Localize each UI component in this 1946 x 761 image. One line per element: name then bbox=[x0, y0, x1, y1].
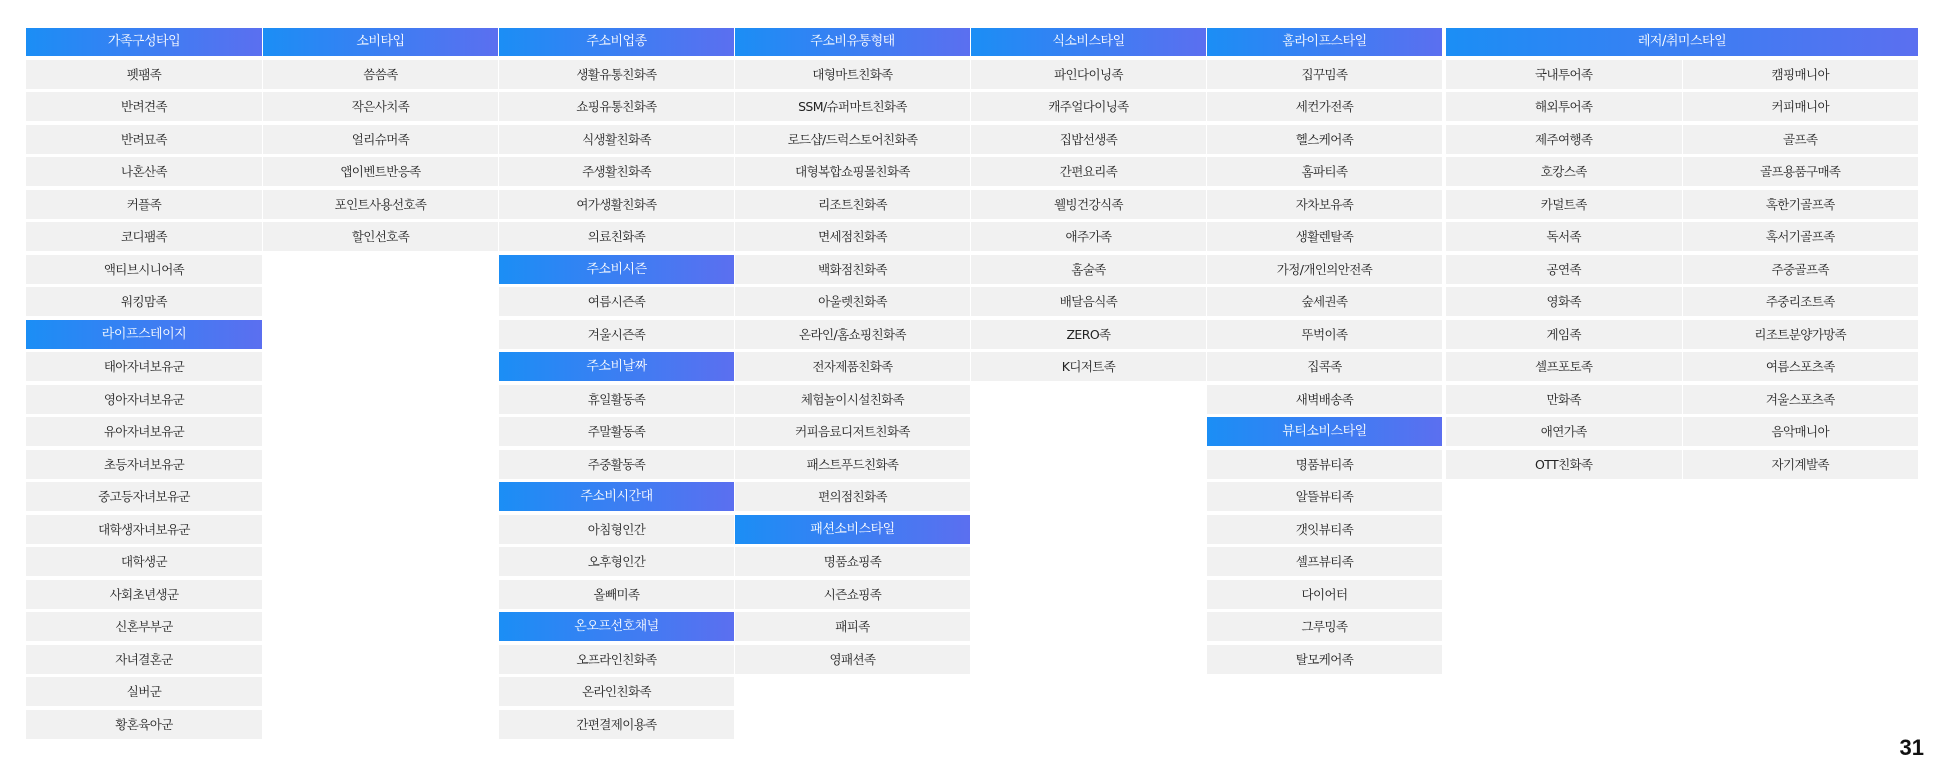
day-item: 휴일활동족 bbox=[499, 385, 734, 414]
distribution-item: 커피음료디저트친화족 bbox=[735, 417, 970, 446]
fashion-item: 영패션족 bbox=[735, 645, 970, 674]
header-main-day: 주소비날짜 bbox=[499, 352, 734, 381]
leisure-item: 제주여행족 bbox=[1446, 125, 1682, 154]
distribution-item: 패스트푸드친화족 bbox=[735, 450, 970, 479]
food-item: 홈술족 bbox=[971, 255, 1206, 284]
industry-item: 쇼핑유통친화족 bbox=[499, 92, 734, 121]
header-food: 식소비스타일 bbox=[971, 28, 1206, 56]
home-item: 세컨가전족 bbox=[1207, 92, 1442, 121]
leisure-item: 커피매니아 bbox=[1683, 92, 1919, 121]
distribution-item: 아울렛친화족 bbox=[735, 287, 970, 316]
column-industry bbox=[499, 28, 734, 739]
food-item: 간편요리족 bbox=[971, 157, 1206, 186]
food-item: 애주가족 bbox=[971, 222, 1206, 251]
leisure-grid bbox=[1446, 56, 1918, 479]
leisure-item: 여름스포츠족 bbox=[1683, 352, 1919, 381]
header-channel: 온오프선호채널 bbox=[499, 612, 734, 641]
family-item: 코디팸족 bbox=[26, 222, 262, 251]
life-stage-item: 대학생군 bbox=[26, 547, 262, 576]
industry-item: 여가생활친화족 bbox=[499, 190, 734, 219]
home-item: 홈파티족 bbox=[1207, 157, 1442, 186]
leisure-item: 애연가족 bbox=[1446, 417, 1682, 446]
leisure-item: 셀프포토족 bbox=[1446, 352, 1682, 381]
life-stage-item: 실버군 bbox=[26, 677, 262, 706]
leisure-item: 영화족 bbox=[1446, 287, 1682, 316]
leisure-item: 게임족 bbox=[1446, 320, 1682, 349]
header-life-stage: 라이프스테이지 bbox=[26, 320, 262, 349]
life-stage-item: 영아자녀보유군 bbox=[26, 385, 262, 414]
consumer-item: 작은사치족 bbox=[263, 92, 498, 121]
food-item: K디저트족 bbox=[971, 352, 1206, 381]
header-family-type: 가족구성타입 bbox=[26, 28, 262, 56]
distribution-item: 편의점친화족 bbox=[735, 482, 970, 511]
header-consumer-type: 소비타입 bbox=[263, 28, 498, 56]
header-beauty: 뷰티소비스타일 bbox=[1207, 417, 1442, 446]
home-item: 가정/개인의안전족 bbox=[1207, 255, 1442, 284]
beauty-item: 알뜰뷰티족 bbox=[1207, 482, 1442, 511]
column-consumer bbox=[263, 28, 498, 251]
channel-item: 오프라인친화족 bbox=[499, 645, 734, 674]
food-item: 웰빙건강식족 bbox=[971, 190, 1206, 219]
leisure-item: OTT친화족 bbox=[1446, 450, 1682, 479]
leisure-item: 주중리조트족 bbox=[1683, 287, 1919, 316]
family-item: 나혼산족 bbox=[26, 157, 262, 186]
family-item: 펫팸족 bbox=[26, 60, 262, 89]
distribution-item: SSM/슈퍼마트친화족 bbox=[735, 92, 970, 121]
leisure-item: 독서족 bbox=[1446, 222, 1682, 251]
consumer-item: 할인선호족 bbox=[263, 222, 498, 251]
consumer-item: 얼리슈머족 bbox=[263, 125, 498, 154]
consumer-item: 씀씀족 bbox=[263, 60, 498, 89]
day-item: 주중활동족 bbox=[499, 450, 734, 479]
day-item: 주말활동족 bbox=[499, 417, 734, 446]
food-item: ZERO족 bbox=[971, 320, 1206, 349]
fashion-item: 패피족 bbox=[735, 612, 970, 641]
header-main-time: 주소비시간대 bbox=[499, 482, 734, 511]
time-item: 오후형인간 bbox=[499, 547, 734, 576]
season-item: 여름시즌족 bbox=[499, 287, 734, 316]
leisure-item: 혹한기골프족 bbox=[1683, 190, 1919, 219]
column-leisure bbox=[1446, 28, 1918, 479]
home-item: 새벽배송족 bbox=[1207, 385, 1442, 414]
family-item: 액티브시니어족 bbox=[26, 255, 262, 284]
beauty-item: 그루밍족 bbox=[1207, 612, 1442, 641]
time-item: 올빼미족 bbox=[499, 580, 734, 609]
beauty-item: 명품뷰티족 bbox=[1207, 450, 1442, 479]
life-stage-item: 초등자녀보유군 bbox=[26, 450, 262, 479]
header-home: 홈라이프스타일 bbox=[1207, 28, 1442, 56]
leisure-item: 음악매니아 bbox=[1683, 417, 1919, 446]
food-item: 집밥선생족 bbox=[971, 125, 1206, 154]
distribution-item: 대형마트친화족 bbox=[735, 60, 970, 89]
leisure-item: 공연족 bbox=[1446, 255, 1682, 284]
distribution-item: 체험놀이시설친화족 bbox=[735, 385, 970, 414]
column-distribution bbox=[735, 28, 970, 674]
home-item: 뚜벅이족 bbox=[1207, 320, 1442, 349]
beauty-item: 다이어터 bbox=[1207, 580, 1442, 609]
life-stage-item: 대학생자녀보유군 bbox=[26, 515, 262, 544]
leisure-item: 국내투어족 bbox=[1446, 60, 1682, 89]
home-item: 생활렌탈족 bbox=[1207, 222, 1442, 251]
leisure-item: 호캉스족 bbox=[1446, 157, 1682, 186]
leisure-item: 골프족 bbox=[1683, 125, 1919, 154]
leisure-item: 자기계발족 bbox=[1683, 450, 1919, 479]
life-stage-item: 유아자녀보유군 bbox=[26, 417, 262, 446]
distribution-item: 백화점친화족 bbox=[735, 255, 970, 284]
food-item: 배달음식족 bbox=[971, 287, 1206, 316]
column-food bbox=[971, 28, 1206, 381]
distribution-item: 전자제품친화족 bbox=[735, 352, 970, 381]
leisure-item: 주중골프족 bbox=[1683, 255, 1919, 284]
leisure-item: 혹서기골프족 bbox=[1683, 222, 1919, 251]
distribution-item: 온라인/홈쇼핑친화족 bbox=[735, 320, 970, 349]
food-item: 파인다이닝족 bbox=[971, 60, 1206, 89]
home-item: 헬스케어족 bbox=[1207, 125, 1442, 154]
life-stage-item: 황혼육아군 bbox=[26, 710, 262, 739]
family-item: 반려묘족 bbox=[26, 125, 262, 154]
life-stage-item: 사회초년생군 bbox=[26, 580, 262, 609]
industry-item: 식생활친화족 bbox=[499, 125, 734, 154]
life-stage-item: 신혼부부군 bbox=[26, 612, 262, 641]
industry-item: 의료친화족 bbox=[499, 222, 734, 251]
header-distribution: 주소비유통형태 bbox=[735, 28, 970, 56]
beauty-item: 갯잇뷰티족 bbox=[1207, 515, 1442, 544]
header-leisure: 레저/취미스타일 bbox=[1446, 28, 1918, 56]
leisure-item: 캠핑매니아 bbox=[1683, 60, 1919, 89]
industry-item: 주생활친화족 bbox=[499, 157, 734, 186]
life-stage-item: 태아자녀보유군 bbox=[26, 352, 262, 381]
leisure-item: 골프용품구매족 bbox=[1683, 157, 1919, 186]
family-item: 커플족 bbox=[26, 190, 262, 219]
consumer-item: 포인트사용선호족 bbox=[263, 190, 498, 219]
page-number: 31 bbox=[1899, 735, 1924, 760]
leisure-item: 리조트분양가망족 bbox=[1683, 320, 1919, 349]
beauty-item: 셀프뷰티족 bbox=[1207, 547, 1442, 576]
life-stage-item: 중고등자녀보유군 bbox=[26, 482, 262, 511]
column-family bbox=[26, 28, 262, 739]
food-item: 캐주얼다이닝족 bbox=[971, 92, 1206, 121]
header-main-industry: 주소비업종 bbox=[499, 28, 734, 56]
header-fashion: 패션소비스타일 bbox=[735, 515, 970, 544]
leisure-item: 카덜트족 bbox=[1446, 190, 1682, 219]
home-item: 집꾸밈족 bbox=[1207, 60, 1442, 89]
life-stage-item: 자녀결혼군 bbox=[26, 645, 262, 674]
leisure-item: 해외투어족 bbox=[1446, 92, 1682, 121]
home-item: 숲세권족 bbox=[1207, 287, 1442, 316]
channel-item: 간편결제이용족 bbox=[499, 710, 734, 739]
distribution-item: 대형복합쇼핑몰친화족 bbox=[735, 157, 970, 186]
time-item: 아침형인간 bbox=[499, 515, 734, 544]
column-home bbox=[1207, 28, 1442, 674]
family-item: 워킹맘족 bbox=[26, 287, 262, 316]
family-item: 반려견족 bbox=[26, 92, 262, 121]
home-item: 자차보유족 bbox=[1207, 190, 1442, 219]
distribution-item: 로드샵/드럭스토어친화족 bbox=[735, 125, 970, 154]
season-item: 겨울시즌족 bbox=[499, 320, 734, 349]
leisure-item: 만화족 bbox=[1446, 385, 1682, 414]
beauty-item: 탈모케어족 bbox=[1207, 645, 1442, 674]
header-main-season: 주소비시즌 bbox=[499, 255, 734, 284]
distribution-item: 리조트친화족 bbox=[735, 190, 970, 219]
fashion-item: 명품쇼핑족 bbox=[735, 547, 970, 576]
distribution-item: 면세점친화족 bbox=[735, 222, 970, 251]
fashion-item: 시즌쇼핑족 bbox=[735, 580, 970, 609]
channel-item: 온라인친화족 bbox=[499, 677, 734, 706]
home-item: 집콕족 bbox=[1207, 352, 1442, 381]
leisure-item: 겨울스포츠족 bbox=[1683, 385, 1919, 414]
consumer-item: 앱이벤트반응족 bbox=[263, 157, 498, 186]
industry-item: 생활유통친화족 bbox=[499, 60, 734, 89]
